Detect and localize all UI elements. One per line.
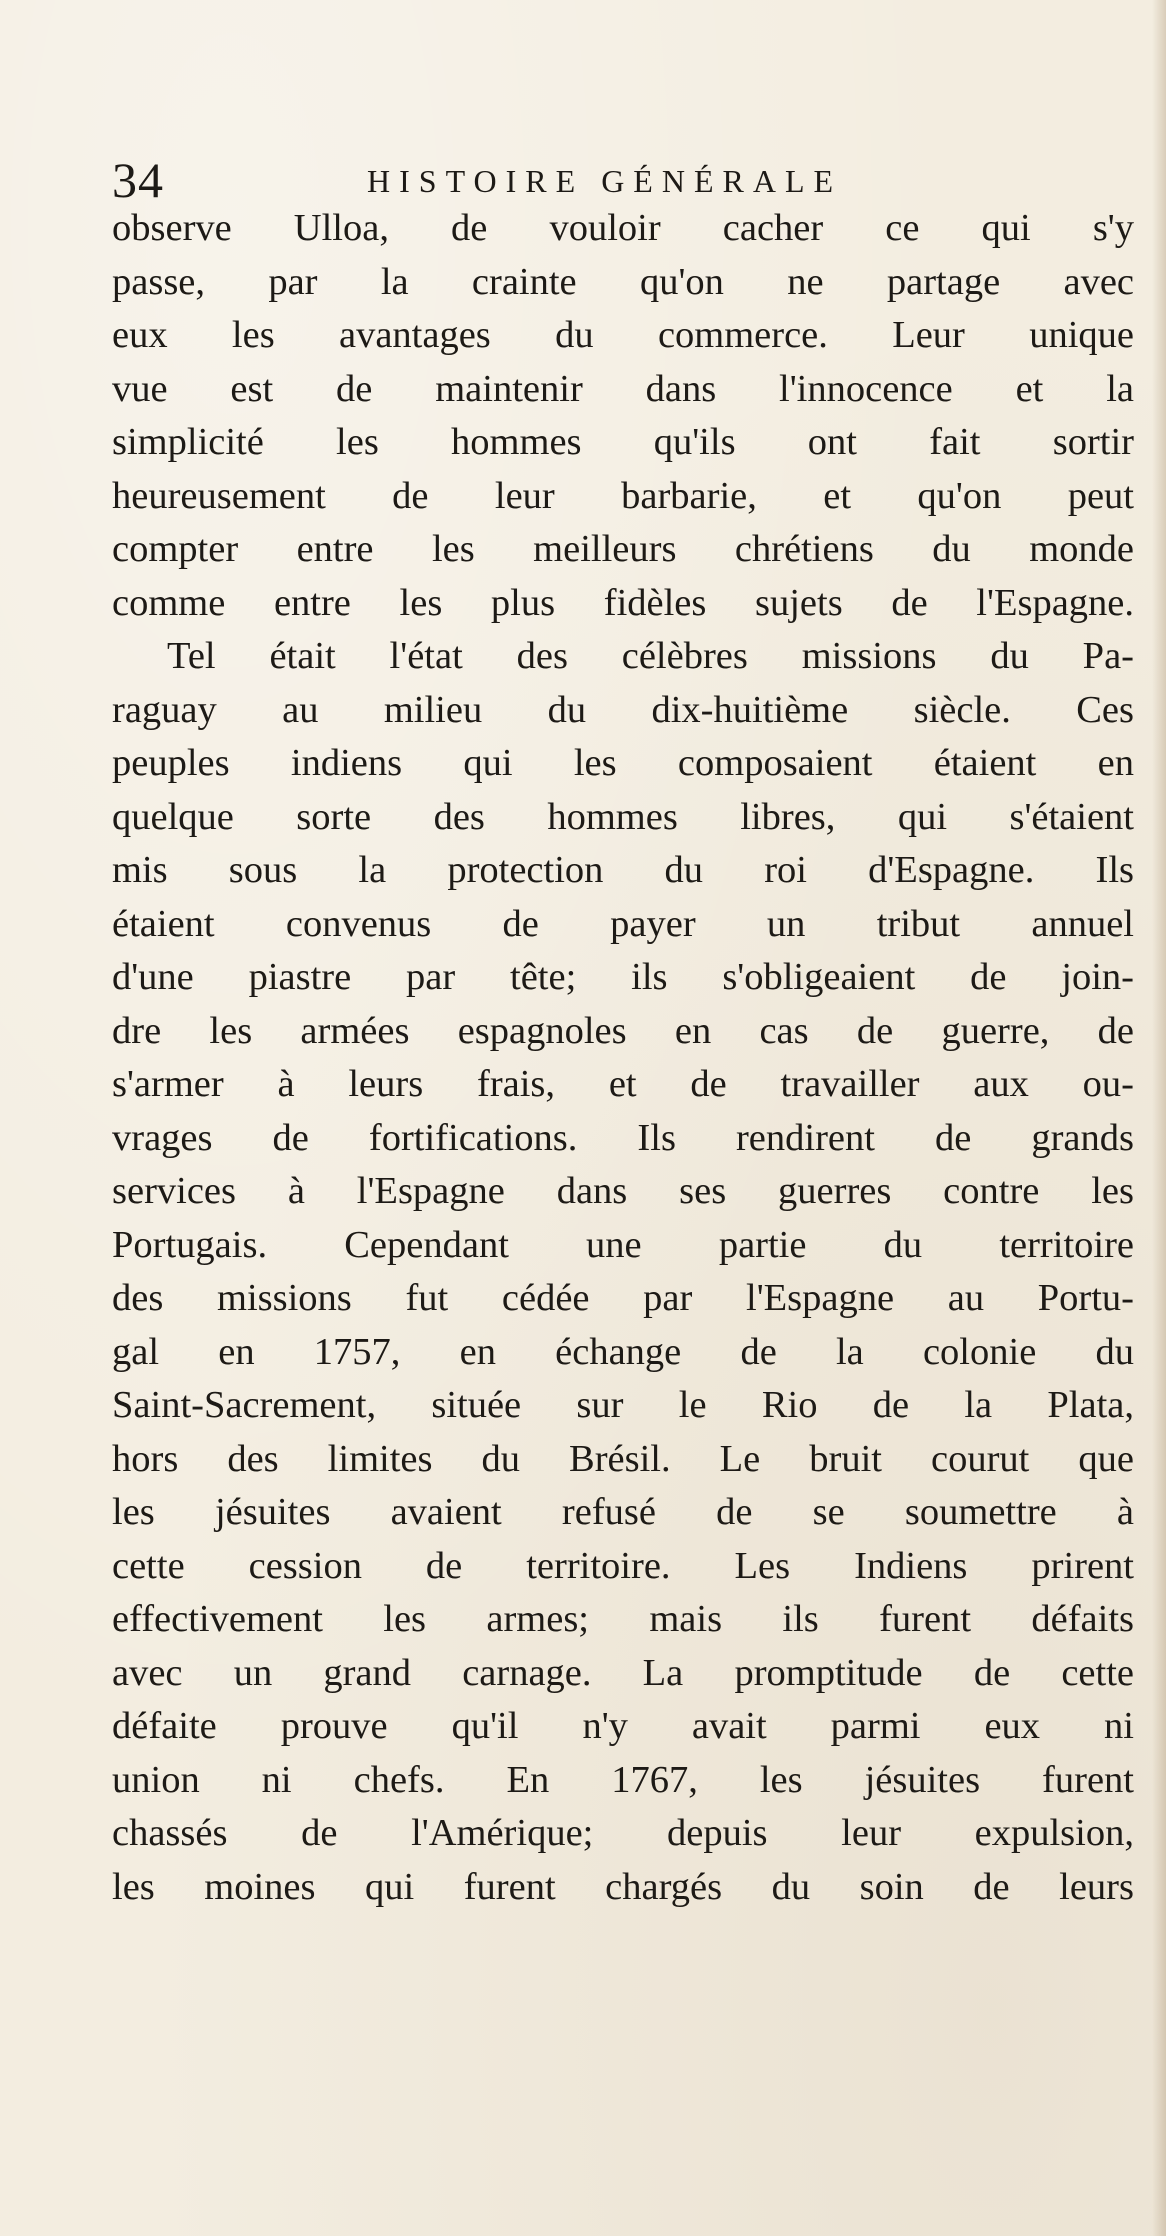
page-number: 34 (112, 152, 164, 208)
text-line: vue est de maintenir dans l'innocence et la (112, 367, 1134, 410)
text-line: cette cession de territoire. Les Indiens prirent (112, 1544, 1134, 1587)
text-line: quelque sorte des hommes libres, qui s'étaient (112, 795, 1134, 838)
body-text (112, 202, 1134, 1914)
text-line: chassés de l'Amérique; depuis leur expulsion, (112, 1812, 1134, 1854)
text-line: Saint-Sacrement, située sur le Rio de la Plata, (112, 1384, 1134, 1426)
text-line: des missions fut cédée par l'Espagne au Portu- (112, 1277, 1134, 1319)
text-line: dre les armées espagnoles en cas de guerre, de (112, 1009, 1134, 1052)
text-line: les moines qui furent chargés du soin de leurs (112, 1865, 1134, 1908)
text-line: comme entre les plus fidèles sujets de l'Espagne. (112, 581, 1134, 624)
text-line: effectivement les armes; mais ils furent défaits (112, 1598, 1134, 1640)
text-line: compter entre les meilleurs chrétiens du monde (112, 528, 1134, 570)
paragraph-start-line: Tel était l'état des célèbres missions du Pa- (167, 635, 1134, 677)
page-header (112, 150, 1132, 210)
text-line: simplicité les hommes qu'ils ont fait sortir (112, 421, 1134, 463)
text-line: raguay au milieu du dix-huitième siècle. Ces (112, 688, 1134, 731)
text-line: observe Ulloa, de vouloir cacher ce qui s'y (112, 207, 1134, 249)
text-line: hors des limites du Brésil. Le bruit courut que (112, 1437, 1134, 1480)
text-line: d'une piastre par tête; ils s'obligeaient de join- (112, 956, 1134, 998)
text-line: vrages de fortifications. Ils rendirent de grands (112, 1116, 1134, 1159)
text-line: services à l'Espagne dans ses guerres contre les (112, 1170, 1134, 1212)
page-edge (1152, 0, 1166, 2236)
text-line: passe, par la crainte qu'on ne partage avec (112, 260, 1134, 303)
text-line: mis sous la protection du roi d'Espagne. Ils (112, 849, 1134, 891)
text-line: les jésuites avaient refusé de se soumettre à (112, 1491, 1134, 1533)
text-line: heureusement de leur barbarie, et qu'on peut (112, 474, 1134, 517)
text-line: avec un grand carnage. La promptitude de cette (112, 1651, 1134, 1694)
text-line: s'armer à leurs frais, et de travailler aux ou- (112, 1063, 1134, 1105)
text-line: défaite prouve qu'il n'y avait parmi eux ni (112, 1705, 1134, 1747)
text-line: peuples indiens qui les composaient étaient en (112, 742, 1134, 784)
text-line: gal en 1757, en échange de la colonie du (112, 1330, 1134, 1373)
text-line: étaient convenus de payer un tribut annuel (112, 902, 1134, 945)
running-title: HISTOIRE GÉNÉRALE (367, 163, 843, 199)
text-line: eux les avantages du commerce. Leur unique (112, 314, 1134, 356)
text-line: union ni chefs. En 1767, les jésuites furent (112, 1758, 1134, 1801)
text-line: Portugais. Cependant une partie du territoire (112, 1223, 1134, 1266)
